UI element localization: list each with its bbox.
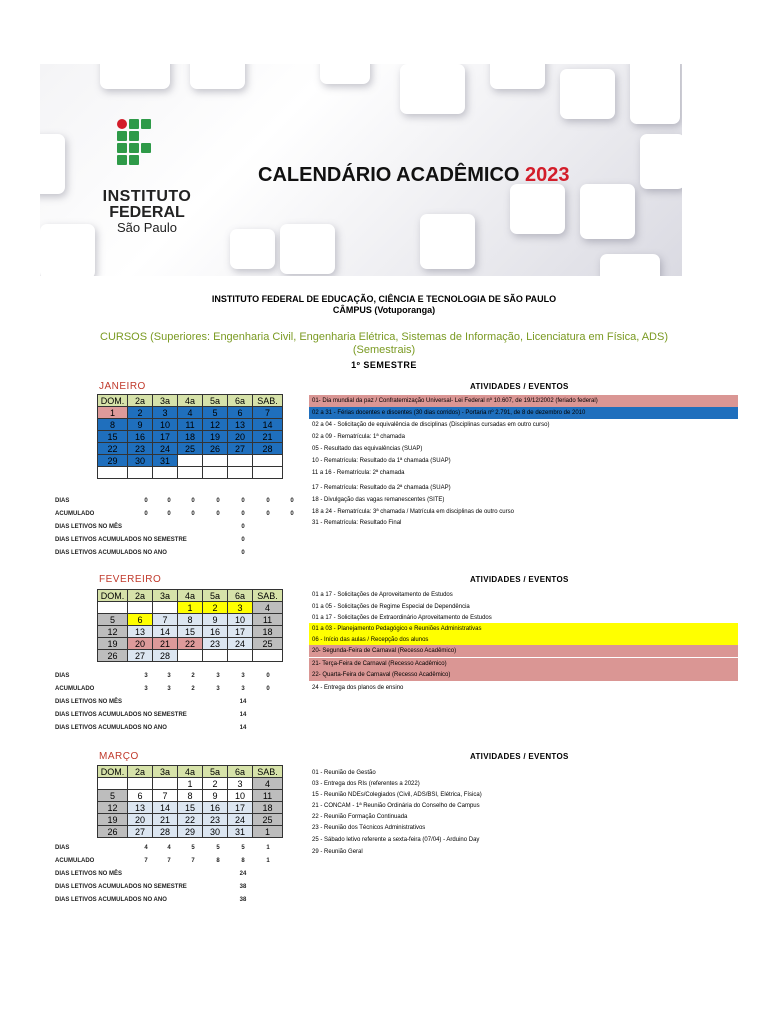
weekday-header: DOM. — [98, 395, 128, 407]
month-calendar — [97, 589, 283, 662]
calendar-day: 11 — [253, 614, 283, 626]
stats-value: 8 — [241, 858, 245, 864]
stats-value: 3 — [167, 686, 171, 692]
calendar-day: 5 — [203, 407, 228, 419]
activity-item: 01- Dia mundial da paz / Confraternização Universal- Lei Federal nº 10.607, de 19/12/2002 (feriado federal) — [309, 395, 738, 407]
calendar-day: 8 — [178, 790, 203, 802]
calendar-day: 27 — [128, 826, 153, 838]
stats-value: 0 — [144, 498, 148, 504]
page-title-year: 2023 — [525, 164, 570, 186]
calendar-day: 17 — [228, 802, 253, 814]
activity-item: 10 - Rematrícula: Resultado da 1ª chamada (SUAP) — [312, 458, 451, 464]
calendar-day — [203, 467, 228, 479]
calendar-day: 18 — [178, 431, 203, 443]
month-name: JANEIRO — [99, 381, 146, 392]
stats-value: 0 — [290, 498, 294, 504]
calendar-day — [203, 455, 228, 467]
weekday-header: 4a — [178, 395, 203, 407]
calendar-day: 14 — [153, 626, 178, 638]
activity-item: 29 - Reunião Geral — [312, 849, 363, 855]
calendar-day: 2 — [203, 778, 228, 790]
calendar-day: 13 — [128, 802, 153, 814]
calendar-day: 22 — [98, 443, 128, 455]
logo-text-instituto: INSTITUTO — [102, 188, 192, 205]
calendar-day: 3 — [153, 407, 178, 419]
stats-value: 3 — [144, 686, 148, 692]
calendar-day: 19 — [98, 814, 128, 826]
stats-value: 0 — [241, 498, 245, 504]
logo-mark-icon — [117, 119, 177, 179]
stats-value: 3 — [216, 686, 220, 692]
calendar-day: 24 — [228, 814, 253, 826]
activity-item: 02 a 31 - Férias docentes e discentes (30 dias corridos) - Portaria nº 2.791, de 8 de dezembro de 2010 — [309, 407, 738, 419]
calendar-day — [253, 650, 283, 662]
calendar-day: 15 — [178, 626, 203, 638]
stats-label: DIAS LETIVOS ACUMULADOS NO ANO — [55, 725, 167, 731]
stats-value: 0 — [241, 537, 245, 543]
calendar-day: 21 — [153, 638, 178, 650]
calendar-week-row — [98, 467, 283, 479]
calendar-week-row — [98, 431, 283, 443]
activity-item: 21 - CONCAM - 1ª Reunião Ordinária do Conselho de Campus — [312, 803, 480, 809]
calendar-day — [98, 467, 128, 479]
calendar-day: 5 — [98, 614, 128, 626]
calendar-week-row — [98, 814, 283, 826]
calendar-day: 20 — [128, 638, 153, 650]
calendar-day — [253, 467, 283, 479]
calendar-day: 2 — [128, 407, 153, 419]
calendar-week-row — [98, 407, 283, 419]
stats-value: 14 — [239, 725, 247, 731]
stats-value: 2 — [191, 673, 195, 679]
calendar-day: 17 — [153, 431, 178, 443]
calendar-day: 18 — [253, 626, 283, 638]
logo-text-federal: FEDERAL — [109, 204, 185, 221]
calendar-day: 30 — [203, 826, 228, 838]
weekday-header: 5a — [203, 766, 228, 778]
calendar-day: 14 — [253, 419, 283, 431]
calendar-day: 24 — [153, 443, 178, 455]
activity-item: 03 - Entrega dos RIs (referentes a 2022) — [312, 781, 420, 787]
stats-value: 4 — [167, 845, 171, 851]
calendar-day: 1 — [178, 602, 203, 614]
activities-title: ATIVIDADES / EVENTOS — [470, 575, 569, 584]
logo-text-sao-paulo: São Paulo — [117, 220, 177, 235]
calendar-day: 19 — [98, 638, 128, 650]
stats-value: 5 — [241, 845, 245, 851]
weekday-header: DOM. — [98, 590, 128, 602]
calendar-day: 28 — [253, 443, 283, 455]
calendar-day: 25 — [253, 814, 283, 826]
stats-label: DIAS LETIVOS NO MÊS — [55, 524, 123, 530]
stats-value: 3 — [167, 673, 171, 679]
courses-line-1: CURSOS (Superiores: Engenharia Civil, Engenharia Elétrica, Sistemas de Informação, Licenciatura em Física, ADS) — [100, 331, 668, 343]
weekday-header: 2a — [128, 590, 153, 602]
calendar-header-row — [98, 590, 283, 602]
calendar-day — [178, 467, 203, 479]
calendar-day: 4 — [253, 778, 283, 790]
calendar-day: 22 — [178, 814, 203, 826]
stats-value: 0 — [266, 511, 270, 517]
calendar-day: 26 — [98, 826, 128, 838]
calendar-day: 10 — [153, 419, 178, 431]
stats-value: 2 — [191, 686, 195, 692]
calendar-day: 28 — [153, 826, 178, 838]
calendar-day: 2 — [203, 602, 228, 614]
calendar-day: 18 — [253, 802, 283, 814]
calendar-day: 16 — [203, 626, 228, 638]
stats-value: 0 — [290, 511, 294, 517]
courses-line-2: (Semestrais) — [352, 344, 416, 356]
calendar-day: 13 — [128, 626, 153, 638]
stats-label: DIAS LETIVOS ACUMULADOS NO ANO — [55, 550, 167, 556]
stats-label: DIAS LETIVOS NO MÊS — [55, 699, 123, 705]
page-title-text: CALENDÁRIO ACADÊMICO — [258, 164, 520, 186]
stats-value: 3 — [216, 673, 220, 679]
weekday-header: 3a — [153, 590, 178, 602]
calendar-day: 12 — [98, 802, 128, 814]
courses-heading — [0, 331, 768, 357]
calendar-day: 17 — [228, 626, 253, 638]
stats-label: DIAS — [55, 673, 70, 679]
calendar-day: 29 — [98, 455, 128, 467]
stats-value: 0 — [216, 498, 220, 504]
activity-item: 23 - Reunião dos Técnicos Administrativos — [312, 825, 426, 831]
activity-item: 01 a 17 - Solicitações de Aproveitamento de Estudos — [312, 592, 453, 598]
calendar-header-row — [98, 766, 283, 778]
activity-item: 06 - Início das aulas / Recepção dos alunos — [309, 634, 738, 646]
stats-value: 5 — [216, 845, 220, 851]
calendar-week-row — [98, 602, 283, 614]
semester-label: 1º SEMESTRE — [351, 360, 417, 370]
weekday-header: 4a — [178, 766, 203, 778]
stats-value: 3 — [144, 673, 148, 679]
stats-value: 0 — [241, 524, 245, 530]
calendar-day — [153, 467, 178, 479]
calendar-day: 30 — [128, 455, 153, 467]
calendar-day — [228, 455, 253, 467]
activity-item: 01 - Reunião de Gestão — [312, 770, 376, 776]
month-name: FEVEREIRO — [99, 574, 162, 585]
calendar-day: 27 — [228, 443, 253, 455]
calendar-day: 8 — [98, 419, 128, 431]
calendar-day — [203, 650, 228, 662]
stats-value: 4 — [144, 845, 148, 851]
stats-label: ACUMULADO — [55, 858, 95, 864]
calendar-day: 23 — [128, 443, 153, 455]
calendar-day: 1 — [178, 778, 203, 790]
stats-value: 1 — [266, 858, 270, 864]
weekday-header: 6a — [228, 766, 253, 778]
activity-item: 02 a 09 - Rematrícula: 1ª chamada — [312, 434, 405, 440]
activity-item: 02 a 04 - Solicitação de equivalência de disciplinas (Disciplinas cursadas em outro curso) — [312, 422, 550, 428]
stats-label: DIAS — [55, 498, 70, 504]
calendar-day — [153, 778, 178, 790]
calendar-day: 9 — [203, 790, 228, 802]
stats-value: 7 — [167, 858, 171, 864]
month-calendar — [97, 394, 283, 479]
calendar-day: 21 — [253, 431, 283, 443]
calendar-week-row — [98, 826, 283, 838]
activity-item: 20- Segunda-Feira de Carnaval (Recesso Acadêmico) — [309, 645, 738, 657]
activity-item: 22 - Reunião Formação Continuada — [312, 814, 408, 820]
calendar-day — [178, 650, 203, 662]
calendar-day: 11 — [253, 790, 283, 802]
stats-value: 7 — [191, 858, 195, 864]
weekday-header: 5a — [203, 590, 228, 602]
activity-item: 17 - Rematrícula: Resultado da 2ª chamada (SUAP) — [312, 485, 451, 491]
stats-label: DIAS LETIVOS ACUMULADOS NO ANO — [55, 897, 167, 903]
calendar-day: 3 — [228, 602, 253, 614]
calendar-day: 7 — [253, 407, 283, 419]
calendar-day: 6 — [128, 790, 153, 802]
activity-item: 31 - Rematrícula: Resultado Final — [312, 520, 402, 526]
stats-value: 7 — [144, 858, 148, 864]
calendar-day: 9 — [203, 614, 228, 626]
calendar-day — [128, 778, 153, 790]
calendar-day: 28 — [153, 650, 178, 662]
calendar-day: 20 — [128, 814, 153, 826]
calendar-day: 9 — [128, 419, 153, 431]
stats-value: 3 — [241, 686, 245, 692]
activity-item: 21- Terça-Feira de Carnaval (Recesso Acadêmico) — [309, 658, 738, 670]
weekday-header: SAB. — [253, 766, 283, 778]
calendar-day: 29 — [178, 826, 203, 838]
calendar-day: 16 — [203, 802, 228, 814]
calendar-day: 12 — [98, 626, 128, 638]
calendar-day — [153, 602, 178, 614]
calendar-day: 23 — [203, 638, 228, 650]
calendar-day: 11 — [178, 419, 203, 431]
weekday-header: 2a — [128, 395, 153, 407]
calendar-day: 15 — [98, 431, 128, 443]
stats-value: 14 — [239, 712, 247, 718]
stats-value: 0 — [266, 673, 270, 679]
calendar-day: 23 — [203, 814, 228, 826]
calendar-day: 6 — [128, 614, 153, 626]
month-name: MARÇO — [99, 751, 139, 762]
calendar-day: 26 — [98, 650, 128, 662]
stats-value: 0 — [167, 511, 171, 517]
calendar-day: 20 — [228, 431, 253, 443]
calendar-week-row — [98, 778, 283, 790]
calendar-day — [98, 778, 128, 790]
calendar-day: 10 — [228, 614, 253, 626]
calendar-day: 8 — [178, 614, 203, 626]
stats-value: 0 — [144, 511, 148, 517]
campus-name: CÂMPUS (Votuporanga) — [332, 305, 436, 315]
activity-item: 22- Quarta-Feira de Carnaval (Recesso Acadêmico) — [309, 669, 738, 681]
stats-value: 0 — [266, 498, 270, 504]
weekday-header: SAB. — [253, 590, 283, 602]
calendar-day: 22 — [178, 638, 203, 650]
calendar-day: 14 — [153, 802, 178, 814]
calendar-day — [228, 650, 253, 662]
calendar-week-row — [98, 802, 283, 814]
activity-item: 01 a 17 - Solicitações de Extraordinário Aproveitamento de Estudos — [312, 615, 492, 621]
activity-item: 01 a 05 - Solicitações de Regime Especial de Dependência — [312, 604, 470, 610]
calendar-day: 12 — [203, 419, 228, 431]
calendar-day: 1 — [98, 407, 128, 419]
calendar-day: 7 — [153, 790, 178, 802]
weekday-header: DOM. — [98, 766, 128, 778]
calendar-day: 10 — [228, 790, 253, 802]
stats-value: 0 — [191, 511, 195, 517]
calendar-day: 3 — [228, 778, 253, 790]
activities-title: ATIVIDADES / EVENTOS — [470, 752, 569, 761]
calendar-day: 31 — [153, 455, 178, 467]
calendar-week-row — [98, 638, 283, 650]
calendar-day: 16 — [128, 431, 153, 443]
stats-label: DIAS LETIVOS NO MÊS — [55, 871, 123, 877]
stats-value: 8 — [216, 858, 220, 864]
stats-value: 3 — [241, 673, 245, 679]
calendar-day: 4 — [178, 407, 203, 419]
calendar-day: 31 — [228, 826, 253, 838]
stats-value: 38 — [239, 897, 247, 903]
activity-item: 18 - Divulgação das vagas remanescentes (SITE) — [312, 497, 445, 503]
stats-value: 0 — [216, 511, 220, 517]
calendar-week-row — [98, 419, 283, 431]
stats-value: 0 — [167, 498, 171, 504]
ifsp-logo — [97, 119, 197, 269]
activity-item: 01 a 03 - Planejamento Pedagógico e Reuniões Administrativas — [309, 623, 738, 635]
activity-item: 18 a 24 - Rematrícula: 3ª chamada / Matrícula em disciplinas de outro curso — [312, 509, 514, 515]
calendar-day: 7 — [153, 614, 178, 626]
calendar-day: 26 — [203, 443, 228, 455]
calendar-day: 19 — [203, 431, 228, 443]
calendar-day: 21 — [153, 814, 178, 826]
stats-value: 0 — [191, 498, 195, 504]
activities-title: ATIVIDADES / EVENTOS — [470, 382, 569, 391]
weekday-header: SAB. — [253, 395, 283, 407]
stats-value: 0 — [241, 511, 245, 517]
calendar-day: 24 — [228, 638, 253, 650]
calendar-day: 25 — [253, 638, 283, 650]
institution-name: INSTITUTO FEDERAL DE EDUCAÇÃO, CIÊNCIA E TECNOLOGIA DE SÃO PAULO — [211, 294, 557, 304]
calendar-week-row — [98, 455, 283, 467]
calendar-header-row — [98, 395, 283, 407]
calendar-day — [253, 455, 283, 467]
stats-label: DIAS — [55, 845, 70, 851]
stats-value: 24 — [239, 871, 247, 877]
calendar-day — [128, 467, 153, 479]
weekday-header: 6a — [228, 395, 253, 407]
calendar-week-row — [98, 790, 283, 802]
stats-label: ACUMULADO — [55, 511, 95, 517]
activity-item: 11 a 16 - Rematrícula: 2ª chamada — [312, 470, 405, 476]
weekday-header: 3a — [153, 395, 178, 407]
calendar-week-row — [98, 443, 283, 455]
stats-label: DIAS LETIVOS ACUMULADOS NO SEMESTRE — [55, 884, 187, 890]
header-banner — [40, 64, 682, 276]
stats-label: ACUMULADO — [55, 686, 95, 692]
stats-value: 14 — [239, 699, 247, 705]
stats-value: 0 — [241, 550, 245, 556]
calendar-day: 13 — [228, 419, 253, 431]
activity-item: 25 - Sábado letivo referente a sexta-feira (07/04) - Arduino Day — [312, 837, 480, 843]
calendar-day: 4 — [253, 602, 283, 614]
stats-value: 5 — [191, 845, 195, 851]
calendar-week-row — [98, 614, 283, 626]
calendar-week-row — [98, 626, 283, 638]
activity-item: 24 - Entrega dos planos de ensino — [312, 685, 404, 691]
calendar-day — [98, 602, 128, 614]
calendar-day: 25 — [178, 443, 203, 455]
weekday-header: 3a — [153, 766, 178, 778]
page-title — [258, 164, 570, 187]
calendar-week-row — [98, 650, 283, 662]
calendar-day: 5 — [98, 790, 128, 802]
weekday-header: 2a — [128, 766, 153, 778]
calendar-day: 27 — [128, 650, 153, 662]
weekday-header: 4a — [178, 590, 203, 602]
stats-value: 38 — [239, 884, 247, 890]
activity-item: 05 - Resultado das equivalências (SUAP) — [312, 446, 423, 452]
stats-value: 1 — [266, 845, 270, 851]
calendar-day — [128, 602, 153, 614]
calendar-day — [228, 467, 253, 479]
calendar-day — [178, 455, 203, 467]
calendar-day: 15 — [178, 802, 203, 814]
stats-value: 0 — [266, 686, 270, 692]
stats-label: DIAS LETIVOS ACUMULADOS NO SEMESTRE — [55, 712, 187, 718]
calendar-day: 1 — [253, 826, 283, 838]
month-calendar — [97, 765, 283, 838]
activity-item: 15 - Reunião NDEs/Colegiados (Civil, ADS/BSI, Elétrica, Física) — [312, 792, 482, 798]
weekday-header: 5a — [203, 395, 228, 407]
stats-label: DIAS LETIVOS ACUMULADOS NO SEMESTRE — [55, 537, 187, 543]
weekday-header: 6a — [228, 590, 253, 602]
calendar-day: 6 — [228, 407, 253, 419]
